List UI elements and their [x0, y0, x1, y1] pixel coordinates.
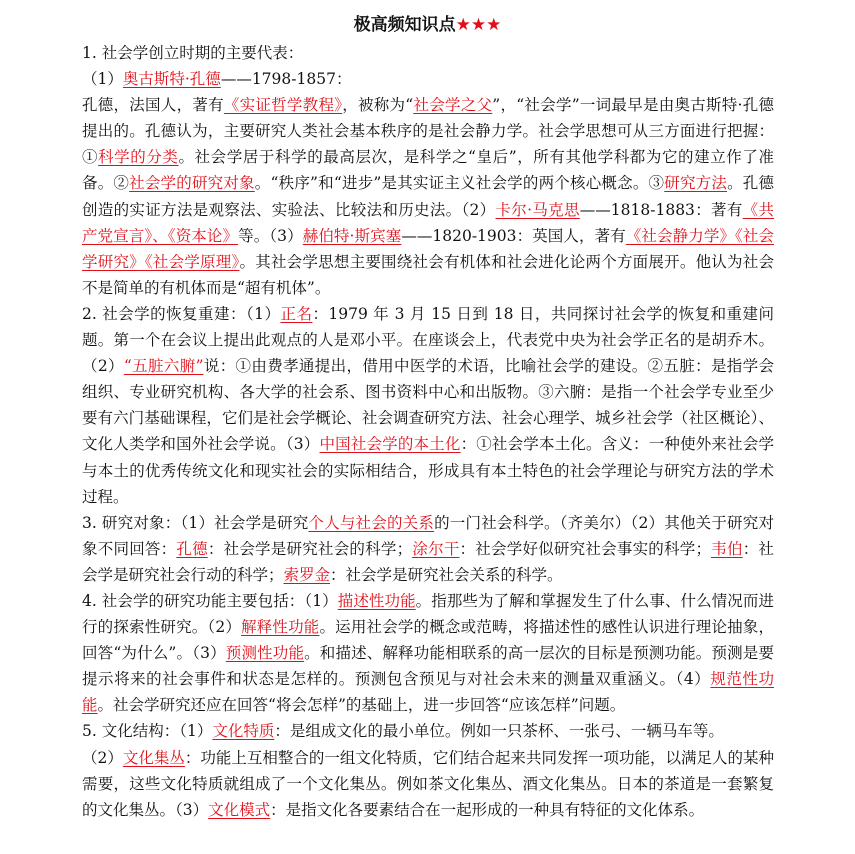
- body-text: ：1979 年 3 月 15 日到 18 日，共同探讨社会学的恢复和重建问题。第一个在会议上提出此观点的人是邓小平。在座谈会上，代表党中央为社会学正名的是胡乔木。（2）: [82, 304, 774, 376]
- key-term: 科学的分类: [98, 148, 179, 167]
- body-text: ：功能上互相整合的一组文化特质，它们结合起来共同发挥一项功能，以满足人的某种需要，这些文化特质就组成了一个文化集丛。例如茶文化集丛、酒文化集丛。日本的茶道是一套繁复的文化集丛。（3）: [82, 748, 774, 819]
- key-term: 文化模式: [208, 800, 271, 819]
- body-text: ：社会学是研究社会行动的科学；: [82, 539, 774, 584]
- key-term: 预测性功能: [225, 644, 305, 663]
- paragraph: [82, 40, 774, 66]
- body-text: ：①社会学本土化。含义：一种使外来社会学与本土的优秀传统文化和现实社会的实际相结合，形成具有本土特色的社会学理论与研究方法的学术过程。: [82, 435, 774, 506]
- body-text: 1. 社会学创立时期的主要代表：: [82, 44, 304, 62]
- body-text: 3. 研究对象：（1）社会学是研究: [82, 513, 309, 532]
- body-text: 的一门社会科学。（齐美尔）（2）其他关于研究对象不同回答：: [82, 513, 774, 558]
- key-term: 《社会静力学》《社会学研究》《社会学原理》: [82, 226, 774, 271]
- key-term: 文化集丛: [122, 748, 185, 767]
- key-term: 社会学之父: [413, 96, 493, 115]
- body-text: ，被称为“: [342, 96, 414, 115]
- key-term: 赫伯特·斯宾塞: [302, 226, 402, 245]
- key-term: 规范性功能: [82, 670, 774, 715]
- body-text: ”，“社会学”一词最早是由奥古斯特·孔德提出的。孔德认为，主要研究人类社会基本秩序的是社会静力学。社会学思想可从三方面进行把握：①: [82, 96, 774, 167]
- key-term: 《共产党宣言》、《资本论》: [82, 200, 774, 245]
- key-term: 社会学的研究对象: [129, 174, 255, 193]
- key-term: 韦伯: [711, 539, 743, 558]
- body-text: ：是组成文化的最小单位。例如一只茶杯、一张弓、一辆马车等。: [274, 722, 724, 741]
- body-text: ——1818-1883：著有: [579, 200, 743, 219]
- document-body: [82, 40, 774, 823]
- key-term: 描述性功能: [337, 591, 416, 610]
- key-term: 正名: [280, 304, 313, 323]
- key-term: 中国社会学的本土化: [319, 435, 461, 454]
- body-text: 2. 社会学的恢复重建：（1）: [82, 304, 281, 323]
- body-text: 。孔德创造的实证方法是观察法、实验法、比较法和历史法。（2）: [82, 174, 774, 219]
- body-text: 。指那些为了解和掌握发生了什么事、什么情况而进行的探索性研究。（2）: [82, 591, 774, 637]
- paragraph: [82, 588, 774, 718]
- key-term: 个人与社会的关系: [308, 513, 435, 532]
- paragraph: [82, 718, 774, 744]
- page-title: [0, 14, 855, 36]
- body-text: 孔德，法国人，著有: [82, 96, 224, 115]
- key-term: 索罗金: [283, 565, 331, 584]
- key-term: “五脏六腑”: [123, 357, 204, 376]
- paragraph: [82, 745, 774, 823]
- body-text: 等。（3）: [238, 226, 303, 245]
- key-term: 奥古斯特·孔德: [122, 70, 221, 89]
- body-text: 。其社会学思想主要围绕社会有机体和社会进化论两个方面展开。他认为社会不是简单的有机体而是“超有机体”。: [82, 252, 774, 297]
- key-term: 涂尔干: [412, 539, 460, 558]
- key-term: 孔德: [176, 539, 208, 558]
- body-text: ：社会学是研究社会关系的科学。: [330, 565, 563, 584]
- paragraph: [82, 301, 774, 510]
- body-text: 。“秩序”和“进步”是其实证主义社会学的两个核心概念。③: [254, 174, 665, 193]
- paragraph: [82, 66, 774, 92]
- key-term: 研究方法: [664, 174, 728, 193]
- body-text: 说：①由费孝通提出，借用中医学的术语，比喻社会学的建设。②五脏：是指学会组织、专业研究机构、各大学的社会系、图书资料中心和出版物。③六腑：是指一个社会学专业至少要有六门基础课程，它们是社会学概论、社会调查研究方法、社会心理学、城乡社会学（社区概论）、文化人类学和国外社会学说。（3）: [82, 357, 774, 454]
- body-text: ：社会学是研究社会的科学；: [207, 539, 413, 558]
- title-text: 极高频知识点: [353, 15, 456, 35]
- body-text: ：是指文化各要素结合在一起形成的一种具有特征的文化体系。: [270, 800, 705, 819]
- key-term: 卡尔·马克思: [495, 200, 580, 219]
- body-text: 。和描述、解释功能相联系的高一层次的目标是预测功能。预测是要提示将来的社会事件和状态是怎样的。预测包含预见与对社会未来的测量双重涵义。（4）: [82, 644, 774, 689]
- key-term: 《实证哲学教程》: [223, 96, 343, 115]
- paragraph: [82, 92, 774, 301]
- paragraph: [82, 510, 774, 588]
- body-text: 。社会学研究还应在回答“将会怎样”的基础上，进一步回答“应该怎样”问题。: [97, 696, 626, 715]
- body-text: ——1798-1857：: [220, 70, 352, 89]
- body-text: （2）: [82, 748, 123, 767]
- body-text: 5. 文化结构：（1）: [82, 722, 213, 741]
- body-text: 。社会学居于科学的最高层次，是科学之“皇后”，所有其他学科都为它的建立作了准备。②: [82, 148, 774, 193]
- body-text: ——1820-1903：英国人，著有: [401, 226, 626, 245]
- body-text: ：社会学好似研究社会事实的科学；: [459, 539, 711, 558]
- body-text: 4. 社会学的研究功能主要包括：（1）: [82, 591, 338, 610]
- key-term: 解释性功能: [241, 618, 320, 637]
- body-text: （1）: [82, 70, 123, 89]
- key-term: 文化特质: [212, 722, 275, 741]
- body-text: 。运用社会学的概念或范畴，将描述性的感性认识进行理论抽象，回答“为什么”。（3）: [82, 618, 774, 663]
- rating-stars: ★★★: [455, 15, 502, 35]
